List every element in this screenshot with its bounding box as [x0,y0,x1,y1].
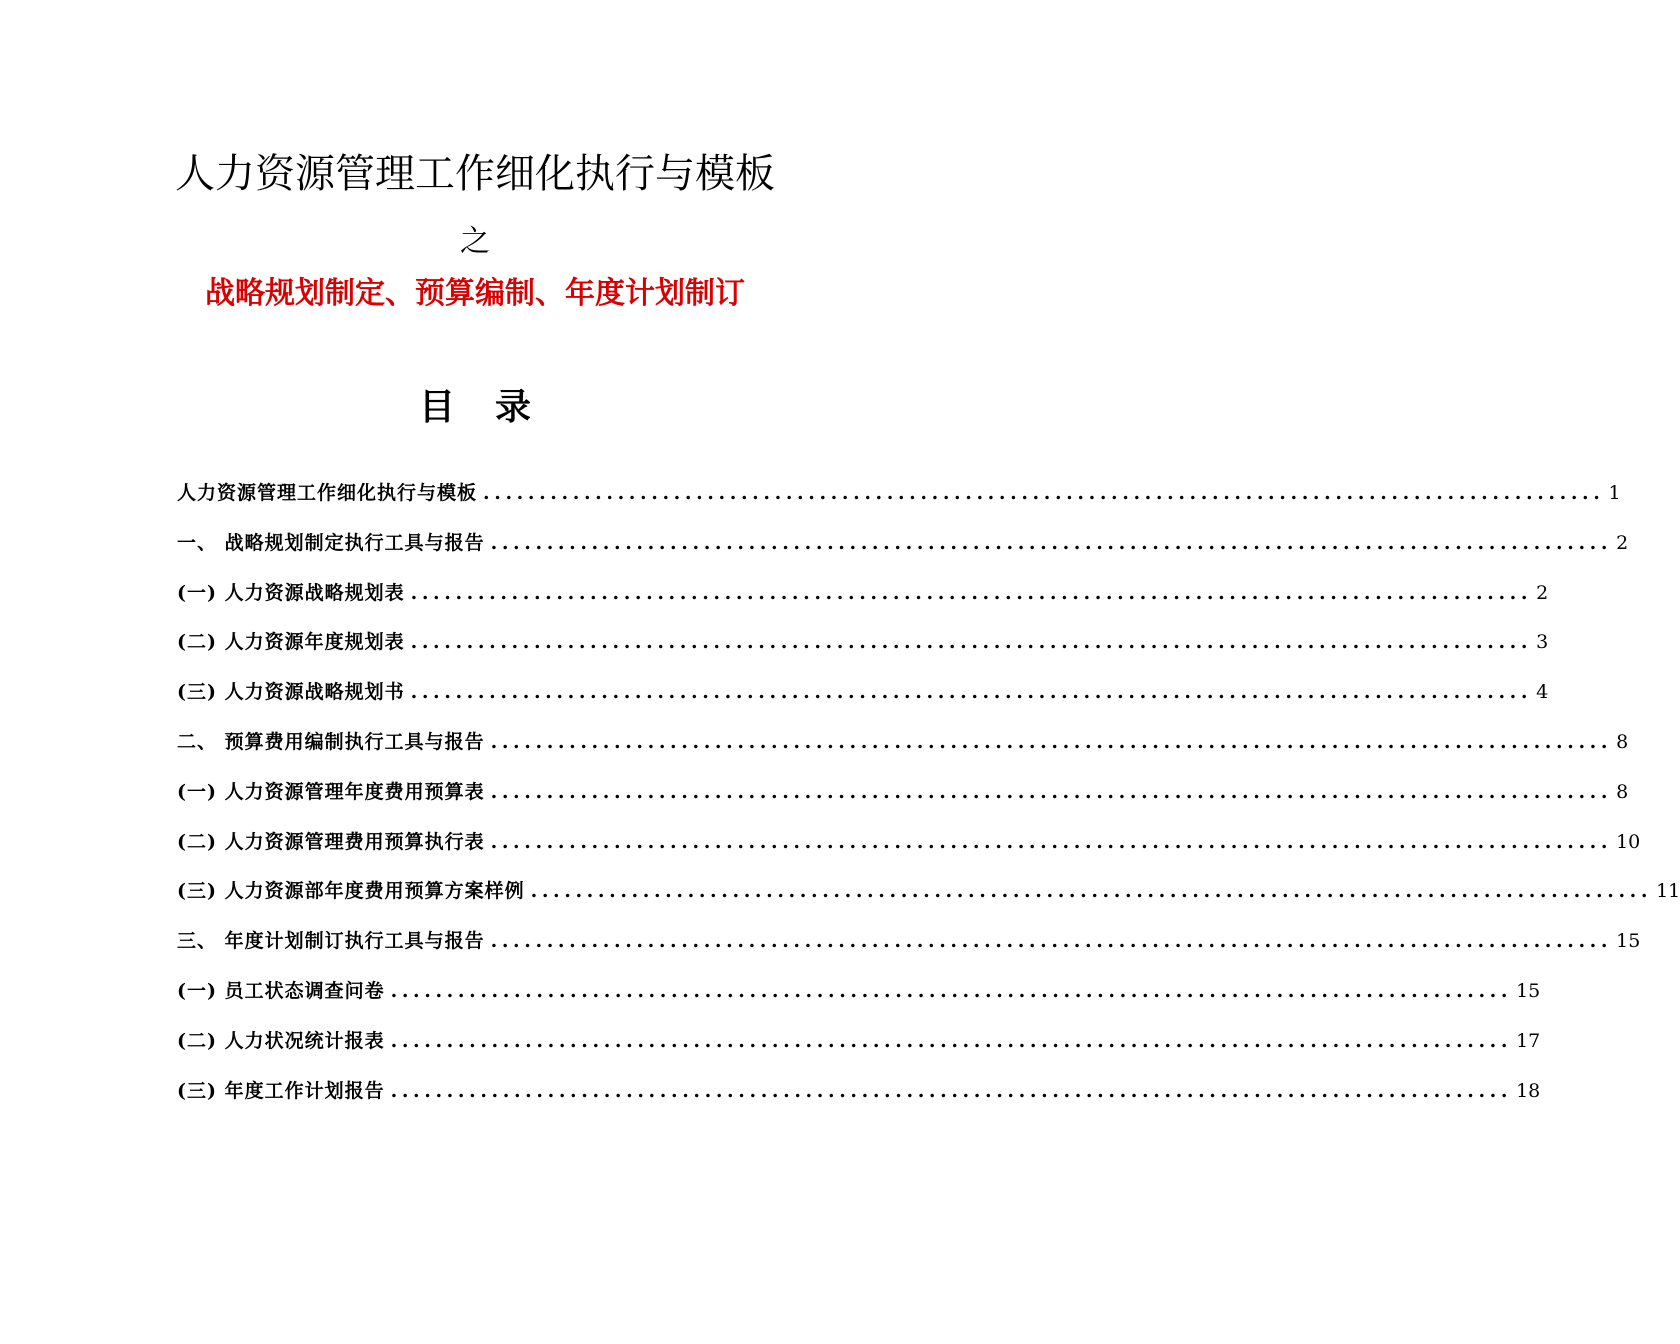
toc-entry[interactable] [177,771,1629,821]
toc-entry[interactable] [177,572,1549,622]
toc-leader-dots: .................................................................................................... [490,930,1613,953]
toc-leader-dots: .................................................................................................... [410,631,1533,654]
toc-entry[interactable] [177,970,1541,1020]
toc-entry[interactable] [177,522,1629,572]
toc-heading-left: 目 [418,387,455,428]
toc-leader-dots: .................................................................................................... [483,482,1605,504]
toc-leader-dots: .................................................................................................... [530,880,1653,903]
toc-entry-page: 2 [1616,531,1629,554]
toc-entry[interactable] [177,721,1629,771]
toc-entry[interactable] [177,920,1641,970]
toc-entry[interactable] [177,671,1549,721]
toc-heading-right: 录 [495,387,532,428]
toc-leader-dots: .................................................................................................... [490,730,1613,753]
toc-entry-label[interactable]: 人力资源管理工作细化执行与模板 [177,482,478,504]
toc-leader-dots: .................................................................................................... [390,979,1513,1002]
toc-entry-label[interactable]: (一) 人力资源管理年度费用预算表 [177,780,485,803]
toc-leader-dots: .................................................................................................... [410,581,1533,604]
toc-leader-dots: .................................................................................................... [490,830,1613,853]
toc-leader-dots: .................................................................................................... [390,1029,1513,1052]
toc-entry-label[interactable]: (二) 人力状况统计报表 [177,1029,385,1052]
toc-leader-dots: .................................................................................................... [410,681,1533,704]
toc-entry-label[interactable]: (三) 年度工作计划报告 [177,1079,385,1102]
toc-entry[interactable] [177,472,1621,522]
toc-entry-page: 2 [1536,581,1549,604]
toc-entry-page: 1 [1608,482,1621,504]
toc-leader-dots: .................................................................................................... [490,780,1613,803]
toc-entry-page: 8 [1616,730,1629,753]
toc-entry[interactable] [177,821,1641,871]
toc-entry-page: 8 [1616,780,1629,803]
toc-entry-label[interactable]: (二) 人力资源管理费用预算执行表 [177,830,485,853]
toc-entry-label[interactable]: 三、 年度计划制订执行工具与报告 [177,930,485,953]
toc-entry-page: 10 [1616,830,1641,853]
toc-entry[interactable] [177,621,1549,671]
toc-entry-label[interactable]: 一、 战略规划制定执行工具与报告 [177,531,485,554]
toc-entry-page: 11 [1656,880,1680,903]
toc-entry[interactable] [177,1020,1541,1070]
toc-entry-label[interactable]: 二、 预算费用编制执行工具与报告 [177,730,485,753]
toc-entry-label[interactable]: (一) 人力资源战略规划表 [177,581,405,604]
toc-entry-page: 3 [1536,631,1549,654]
table-of-contents [177,472,1680,1119]
toc-entry-label[interactable]: (三) 人力资源部年度费用预算方案样例 [177,880,525,903]
document-title: 人力资源管理工作细化执行与模板 [175,151,775,197]
toc-heading [0,382,950,434]
document-subtitle: 战略规划制定、预算编制、年度计划制订 [205,276,745,311]
toc-entry-page: 15 [1616,930,1641,953]
toc-entry-page: 15 [1516,979,1541,1002]
toc-entry[interactable] [177,1070,1541,1120]
toc-leader-dots: .................................................................................................... [490,531,1613,554]
title-connector: 之 [460,224,490,259]
toc-entry-label[interactable]: (二) 人力资源年度规划表 [177,631,405,654]
toc-entry-label[interactable]: (一) 员工状态调查问卷 [177,979,385,1002]
toc-entry-page: 18 [1516,1079,1541,1102]
toc-entry-label[interactable]: (三) 人力资源战略规划书 [177,681,405,704]
toc-entry-page: 17 [1516,1029,1541,1052]
toc-entry[interactable] [177,870,1680,920]
toc-entry-page: 4 [1536,681,1549,704]
toc-leader-dots: .................................................................................................... [390,1079,1513,1102]
